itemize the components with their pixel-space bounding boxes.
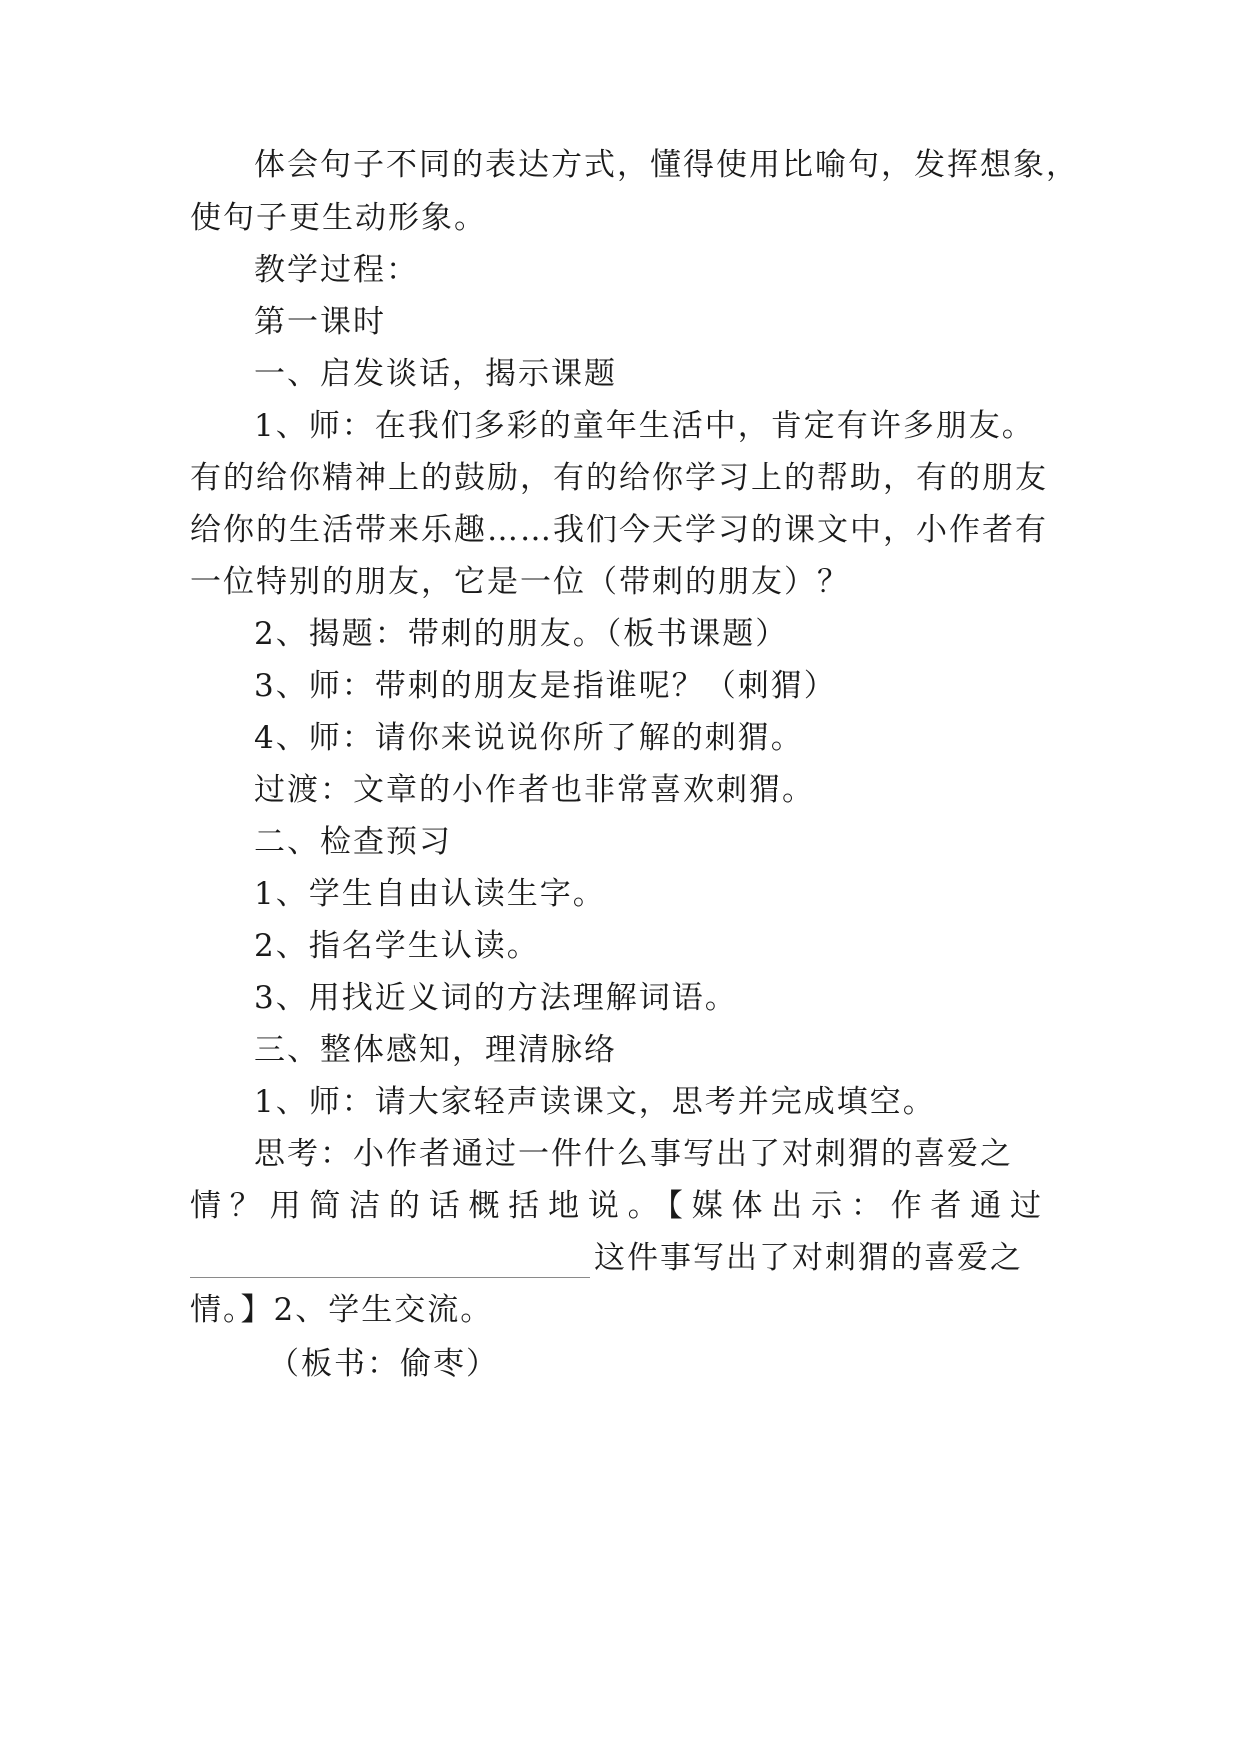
text-line: 2、揭题：带刺的朋友。（板书课题） <box>254 616 789 652</box>
text-line: 使句子更生动形象。 <box>190 200 487 236</box>
text-line: 体会句子不同的表达方式，懂得使用比喻句，发挥想象， <box>254 147 1079 183</box>
fill-in-line <box>190 1238 1023 1278</box>
text-line: 第一课时 <box>254 304 386 340</box>
text-line: 给你的生活带来乐趣……我们今天学习的课文中，小作者有 <box>190 512 1048 548</box>
text-line: 4、师：请你来说说你所了解的刺猬。 <box>254 720 804 756</box>
text-line: 情？用简洁的话概括地说。【媒体出示：作者通过 <box>190 1188 1043 1224</box>
section-heading: 二、检查预习 <box>254 824 452 860</box>
text-line: 教学过程： <box>254 252 419 288</box>
text-line: 1、师：在我们多彩的童年生活中，肯定有许多朋友。 <box>254 408 1035 444</box>
text-line: 2、指名学生认读。 <box>254 928 540 964</box>
section-heading: 三、整体感知，理清脉络 <box>254 1032 617 1068</box>
text-line: （板书：偷枣） <box>268 1346 499 1382</box>
text-line: 一位特别的朋友，它是一位（带刺的朋友）？ <box>190 564 850 600</box>
fill-in-text: 这件事写出了对刺猬的喜爱之 <box>594 1240 1023 1276</box>
text-line: 3、师：带刺的朋友是指谁呢？（刺猬） <box>254 668 837 704</box>
text-line: 思考：小作者通过一件什么事写出了对刺猬的喜爱之 <box>254 1136 1013 1172</box>
text-line: 过渡：文章的小作者也非常喜欢刺猬。 <box>254 772 815 808</box>
fill-in-blank <box>190 1247 590 1278</box>
text-line: 情。】2、学生交流。 <box>190 1292 494 1328</box>
text-line: 有的给你精神上的鼓励，有的给你学习上的帮助，有的朋友 <box>190 460 1048 496</box>
text-line: 1、学生自由认读生字。 <box>254 876 606 912</box>
text-line: 3、用找近义词的方法理解词语。 <box>254 980 738 1016</box>
section-heading: 一、启发谈话，揭示课题 <box>254 356 617 392</box>
text-line: 1、师：请大家轻声读课文，思考并完成填空。 <box>254 1084 936 1120</box>
